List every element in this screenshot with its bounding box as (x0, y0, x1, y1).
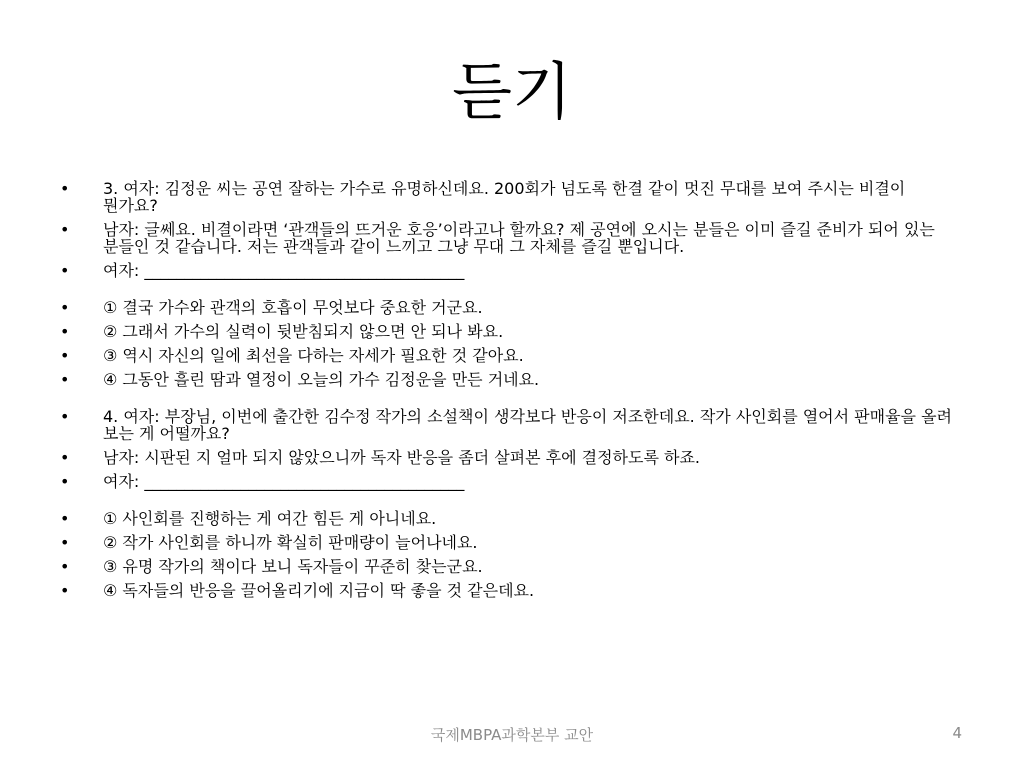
item-text: 여자: ________________________________________ (103, 261, 465, 280)
item-text: 남자: 글쎄요. 비결이라면 ‘관객들의 뜨거운 호응’이라고나 할까요? 제 공연에 오시는 분들은 이미 즐길 준비가 되어 있는 분들인 것 같습니다. 저는 관객들과 같이 느끼고 그냥 무대 그 자체를 즐길 뿐입니다. (103, 220, 935, 256)
question-3-option-3 (60, 347, 960, 364)
slide-title: 듣기 (452, 55, 572, 128)
question-3-option-2 (60, 323, 960, 340)
item-text: 4. 여자: 부장님, 이번에 출간한 김수정 작가의 소설책이 생각보다 반응이 저조한데요. 작가 사인회를 열어서 판매율을 올려 보는 게 어떨까요? (103, 407, 953, 443)
question-4-option-3 (60, 558, 960, 575)
bullet-icon: • (60, 533, 70, 552)
page-number: 4 (952, 724, 962, 742)
item-text: ② 그래서 가수의 실력이 뒷받침되지 않으면 안 되나 봐요. (103, 322, 504, 341)
item-text: ① 결국 가수와 관객의 호흡이 무엇보다 중요한 거군요. (103, 298, 483, 317)
item-text: 여자: ________________________________________ (103, 472, 465, 491)
question-3-prompt (60, 180, 960, 214)
item-text: ④ 독자들의 반응을 끌어올리기에 지금이 딱 좋을 것 같은데요. (103, 581, 535, 600)
bullet-icon: • (60, 581, 70, 600)
bullet-icon: • (60, 179, 70, 198)
item-text: ② 작가 사인회를 하니까 확실히 판매량이 늘어나네요. (103, 533, 478, 552)
bullet-icon: • (60, 448, 70, 467)
question-4-man-line (60, 449, 960, 466)
bullet-icon: • (60, 298, 70, 317)
question-3-option-1 (60, 299, 960, 316)
question-4-prompt (60, 408, 960, 442)
question-4-option-2 (60, 534, 960, 551)
bullet-icon: • (60, 472, 70, 491)
item-text: ④ 그동안 흘린 땀과 열정이 오늘의 가수 김정운을 만든 거네요. (103, 370, 540, 389)
question-3-man-line (60, 221, 960, 255)
question-4-option-1 (60, 510, 960, 527)
bullet-icon: • (60, 509, 70, 528)
item-text: 남자: 시판된 지 얼마 되지 않았으니까 독자 반응을 좀더 살펴본 후에 결정하도록 하죠. (103, 448, 701, 467)
bullet-icon: • (60, 220, 70, 239)
footer-organization: 국제MBPA과학본부 교안 (430, 726, 594, 744)
item-text: ③ 역시 자신의 일에 최선을 다하는 자세가 필요한 것 같아요. (103, 346, 524, 365)
question-4-blank (60, 473, 960, 490)
bullet-icon: • (60, 557, 70, 576)
item-text: ③ 유명 작가의 책이다 보니 독자들이 꾸준히 찾는군요. (103, 557, 483, 576)
question-3-option-4 (60, 371, 960, 388)
item-text: 3. 여자: 김정운 씨는 공연 잘하는 가수로 유명하신데요. 200회가 넘도록 한결 같이 멋진 무대를 보여 주시는 비결이 뭔가요? (103, 179, 906, 215)
slide-content (60, 180, 960, 606)
bullet-icon: • (60, 346, 70, 365)
question-3-blank (60, 262, 960, 279)
bullet-icon: • (60, 407, 70, 426)
bullet-icon: • (60, 322, 70, 341)
question-4-option-4 (60, 582, 960, 599)
bullet-icon: • (60, 261, 70, 280)
item-text: ① 사인회를 진행하는 게 여간 힘든 게 아니네요. (103, 509, 437, 528)
bullet-icon: • (60, 370, 70, 389)
